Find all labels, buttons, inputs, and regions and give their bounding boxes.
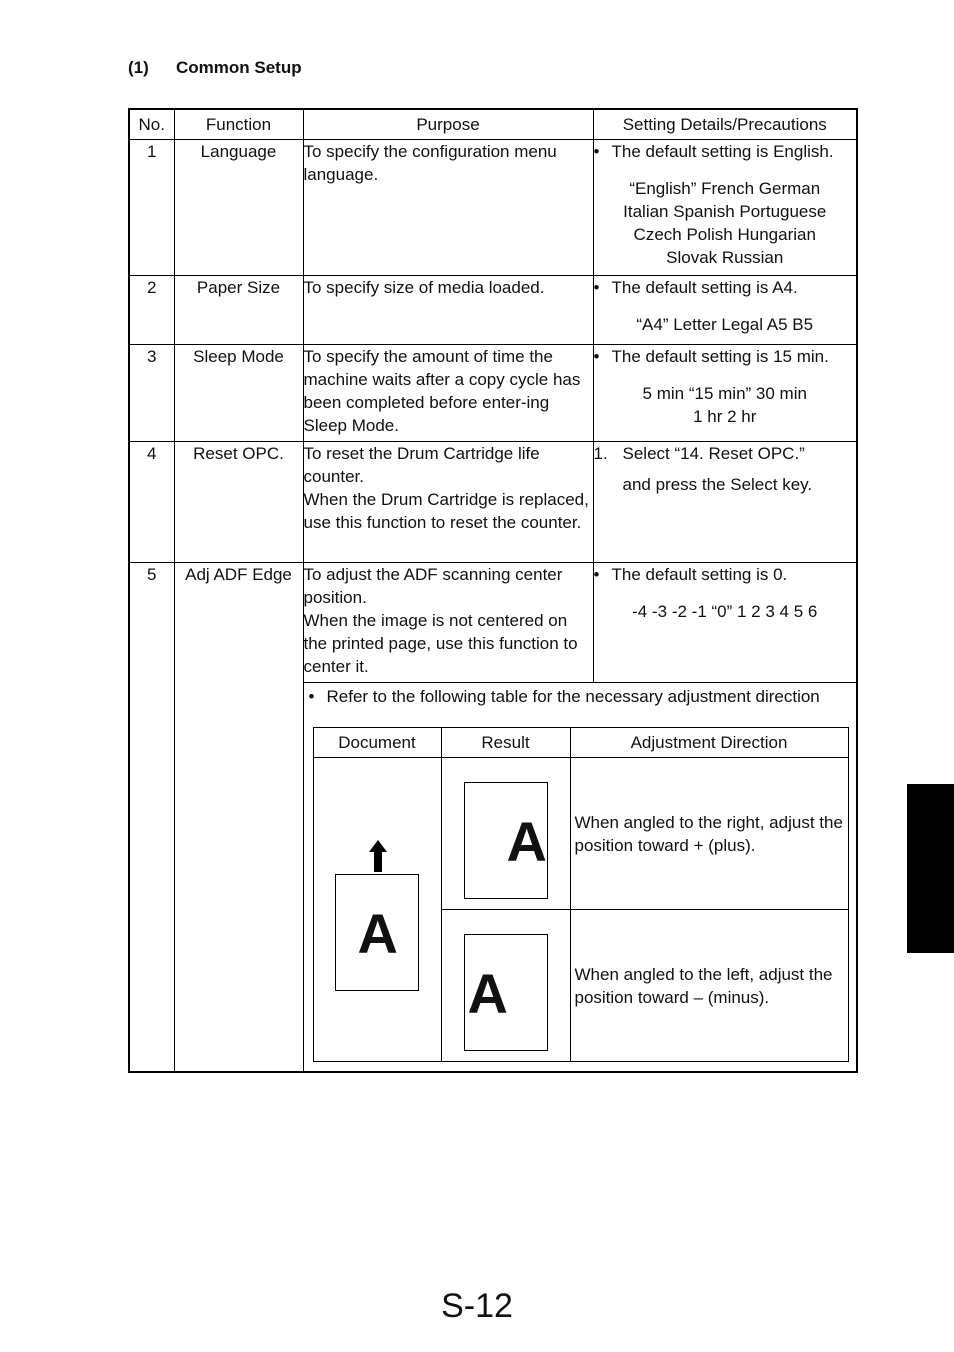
purpose-line: When the image is not centered on the printed page, use this function to center it. — [303, 611, 578, 676]
row-number: 1 — [129, 140, 174, 276]
table-row — [129, 140, 857, 276]
step-subtext: and press the Select key. — [622, 475, 813, 494]
detail-bullet — [594, 345, 857, 368]
adjust-cell — [303, 683, 857, 1073]
detail-bullet-text: The default setting is A4. — [611, 278, 798, 297]
header-row — [129, 109, 857, 140]
bullet-mark: • — [593, 565, 600, 584]
detail-options — [594, 382, 857, 428]
document-sheet — [335, 874, 419, 991]
purpose-line: To reset the Drum Cartridge life counter. — [303, 444, 540, 486]
sheet-letter: A — [467, 962, 508, 1025]
header-purpose: Purpose — [303, 109, 593, 140]
header-no: No. — [129, 109, 174, 140]
page-number: S-12 — [441, 1287, 513, 1325]
row-function: Language — [174, 140, 303, 276]
row-purpose: To specify the configuration menu language. — [303, 140, 593, 276]
bullet-mark: • — [593, 347, 600, 366]
row-function: Adj ADF Edge — [174, 563, 303, 1073]
bullet-mark: • — [308, 687, 315, 706]
adjust-direction-table — [313, 727, 849, 1062]
result-sheet-left — [464, 934, 548, 1051]
detail-bullet — [594, 276, 857, 299]
step-text: Select “14. Reset OPC.” — [622, 444, 805, 463]
bullet-mark: • — [593, 278, 600, 297]
table-row — [129, 345, 857, 442]
purpose-line: To adjust the ADF scanning center position. — [303, 565, 563, 607]
row-function: Reset OPC. — [174, 442, 303, 563]
result-illustration-right — [441, 758, 570, 910]
direction-text: When angled to the right, adjust the position toward + (plus). — [570, 758, 848, 910]
detail-options — [594, 313, 857, 336]
detail-options — [594, 600, 857, 623]
table-row — [129, 276, 857, 345]
row-details — [593, 140, 857, 276]
row-number: 2 — [129, 276, 174, 345]
row-number: 5 — [129, 563, 174, 1073]
inner-row — [313, 758, 848, 910]
result-sheet-right — [464, 782, 548, 899]
row-number: 3 — [129, 345, 174, 442]
header-function: Function — [174, 109, 303, 140]
document-illustration — [313, 758, 441, 1062]
common-setup-table — [128, 108, 858, 1073]
row-details — [593, 276, 857, 345]
inner-header-result: Result — [441, 728, 570, 758]
detail-bullet — [594, 140, 857, 163]
section-thumb-tab — [907, 784, 954, 953]
feed-direction-arrow-icon — [368, 840, 388, 872]
table-row — [129, 442, 857, 563]
purpose-line: When the Drum Cartridge is replaced, use this function to reset the counter. — [303, 490, 589, 532]
option-line: “English” French German — [629, 179, 821, 198]
detail-bullet — [594, 563, 857, 586]
step-number: 1. — [593, 444, 608, 463]
row-purpose: To specify the amount of time the machine waits after a copy cycle has been completed before enter-ing Sleep Mode. — [303, 345, 593, 442]
row-purpose — [303, 563, 593, 683]
table-row — [129, 563, 857, 683]
inner-header-direction: Adjustment Direction — [570, 728, 848, 758]
option-line: Czech Polish Hungarian — [633, 225, 816, 244]
section-number: (1) — [128, 58, 149, 77]
row-details — [593, 442, 857, 563]
row-function: Paper Size — [174, 276, 303, 345]
option-line: -4 -3 -2 -1 “0” 1 2 3 4 5 6 — [632, 602, 818, 621]
direction-text: When angled to the left, adjust the position toward – (minus). — [570, 910, 848, 1062]
row-purpose: To specify size of media loaded. — [303, 276, 593, 345]
row-details — [593, 563, 857, 683]
adjust-note-text: Refer to the following table for the necessary adjustment direction — [326, 687, 820, 706]
adjust-note — [304, 683, 857, 708]
inner-header-row — [313, 728, 848, 758]
option-line: Slovak Russian — [666, 248, 784, 267]
sheet-letter: A — [357, 902, 398, 965]
option-line: 1 hr 2 hr — [693, 407, 757, 426]
header-details: Setting Details/Precautions — [593, 109, 857, 140]
option-line: “A4” Letter Legal A5 B5 — [636, 315, 814, 334]
result-illustration-left — [441, 910, 570, 1062]
option-line: Italian Spanish Portuguese — [623, 202, 827, 221]
row-number: 4 — [129, 442, 174, 563]
detail-step — [594, 442, 857, 465]
detail-bullet-text: The default setting is 0. — [611, 565, 788, 584]
option-line: 5 min “15 min” 30 min — [642, 384, 807, 403]
sheet-letter: A — [506, 810, 547, 873]
detail-options — [594, 177, 857, 269]
section-heading — [128, 58, 302, 78]
detail-bullet-text: The default setting is English. — [611, 142, 834, 161]
row-function: Sleep Mode — [174, 345, 303, 442]
row-purpose — [303, 442, 593, 563]
detail-bullet-text: The default setting is 15 min. — [611, 347, 829, 366]
bullet-mark: • — [593, 142, 600, 161]
section-title: Common Setup — [176, 58, 302, 77]
row-details — [593, 345, 857, 442]
inner-header-document: Document — [313, 728, 441, 758]
